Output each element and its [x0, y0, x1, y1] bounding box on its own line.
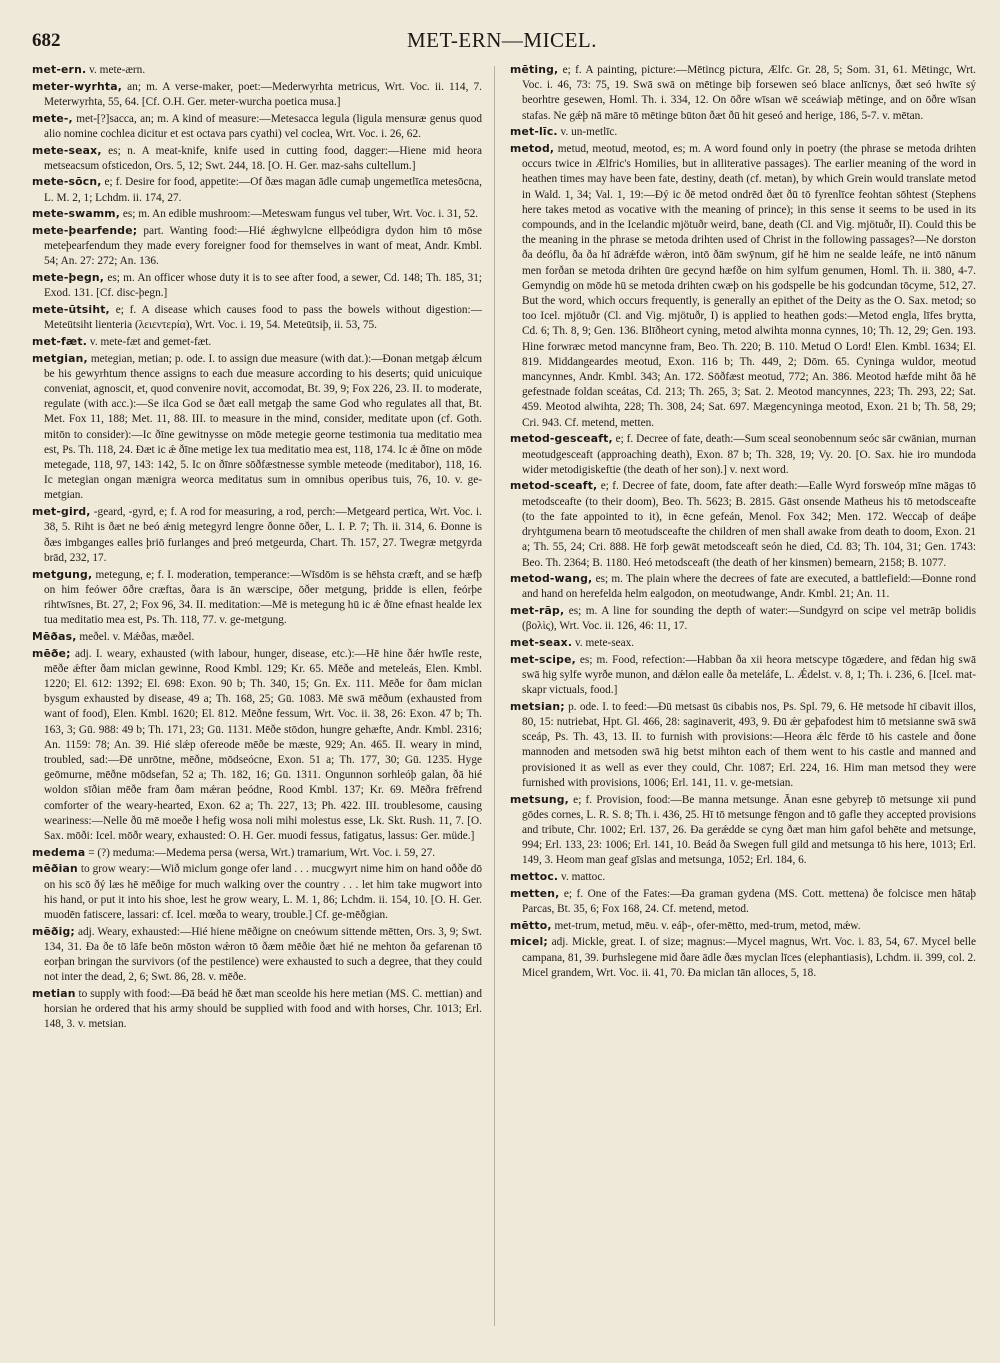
entry-headword: metgian, — [32, 351, 88, 365]
entry-definition: e; f. Decree of fate, death:—Sum sceal seonobennum seóc sār cwānian, murnan meotudgesceaft (approaching death), Exon. 87 b; Th. 328, 19; Vy. 20. [O. Sax. hie iro mundoda wider metodigiskeftie (the death of her son).] v. next word. — [522, 433, 976, 476]
entry-definition: v. mete-ærn. — [86, 64, 146, 76]
entry-definition: to supply with food:—Ðā beád hē ðæt man sceolde his here metian (MS. C. mettian) and horsian he ordered that his army should be supplied with food and with horses, Chr. 1013; Erl. 148, 3. v. metsian. — [44, 987, 482, 1031]
dictionary-entry — [32, 646, 482, 845]
dictionary-entry — [32, 111, 482, 142]
entry-headword: mete-seax, — [32, 143, 102, 157]
entry-headword: met-līc. — [510, 125, 558, 139]
entry-headword: metian — [32, 986, 76, 1000]
entry-headword: metgung, — [32, 567, 93, 581]
entry-definition: metegian, metian; p. ode. I. to assign due measure (with dat.):—Ðonan metgaþ ǽlcum be his gewyrhtum thence assigns to each due measure according to his deserts; quid unicuique conveniat, agnoscit, et, quod convenire novit, accomodat, Bt. 39, 9; Fox 226, 23. II. to moderate, regulate (with acc.):—Se ilca God se ðæt eall metgaþ the same God who regulates all that, Bt. Met. Fox 11, 188; Met. 11, 88. III. to measure in the mind, consider, meditate upon (cf. Goth. mitōn to consider):—Ic ðīne gewitnysse on mōde metegie georne testimonia tua meditatio mea est, Ps. Th. 118, 24. Ðæt ic ǽ ðīne metige lex tua meditatio mea est, 118, 174. Ic ǽ ðīne on mōde metegade, 118, 97, 143: 142, 5. Ic on ðīnre sōðfæstnesse symble meteode (meditabor), 118, 16. Ic metegian ongan mænigra weorca meditatus sum in omnibus operibus tuis, 76, 10. v. ge-metgian. — [44, 352, 482, 502]
entry-headword: met-fæt. — [32, 334, 88, 348]
entry-headword: mete-swamm, — [32, 207, 121, 221]
dictionary-entry — [32, 223, 482, 270]
dictionary-entry — [510, 603, 976, 634]
entry-headword: mete-þegn, — [32, 271, 105, 285]
entry-headword: Mēðas, — [32, 629, 77, 643]
dictionary-entry — [32, 302, 482, 333]
entry-definition: adj. I. weary, exhausted (with labour, hunger, disease, etc.):—Hē hine ðǽr hwīle reste, mēðe ǽfter ðam miclan gewinne, Rood Kmbl. 129; Kr. 65. Mēðe and meteleás, Elen. Kmbl. 1220; El. 612: 1392; El. 698: Exon. 90 b; Th. 340, 15; Gn. Ex. 111. Mēðe for ðam miclan bysgum exhausted by disease, 49 a; Th. 168, 25; Gū. 1083. Mē swā mēðum (exhausted from want of food), Elen. Kmbl. 1620; El. 812. Mēðne fessum, Wrt. Voc. ii. 38, 26: Exon. 47 b; Th. 163, 3; Gū. 988: 49 b; Th. 171, 23; Gū. 1131. Mēðe stōdon, hungre gehæfte, Andr. Kmbl. 2316; An. 1159: 78; An. 39. Hié slǽp ofereode mēðe be mæste, 929; An. 465. II. weary in mind, troubled, sad:—Ðē unrōtne, mēðne, mōdseócne, Exon. 51 a; Th. 177, 30; Gū. 1235. Hyge geōmurne, mēðne mōdsefan, 52 a; Th. 182, 16; Gū. 1311. Ongunnon sorhleóþ galan, ðā hié woldon sīðian mēðe fram ðam mǽran þeódne, Rood Kmbl. 137; Kr. 69. Mēðra frēfrend comforter of the weary-hearted, Exon. 62 a; Th. 227, 13; Ph. 422. III. troublesome, causing weariness:—Nelle ðū mē moeðe ł hefig wosa noli mihi molestus esse, Lk. Skt. Rush. 11, 7. [O. Sax. mōði: Icel. mōðr weary, exhausted: O. H. Ger. muodi fessus, fatigatus, lassus: Ger. müde.] — [44, 647, 482, 842]
dictionary-entry — [32, 206, 482, 222]
entry-definition: -geard, -gyrd, e; f. A rod for measuring, a rod, perch:—Metgeard pertica, Wrt. Voc. i. 38, 5. Riht is ðæt ne beó ǽnig metegyrd lengre ðonne ōðer, L. I. P. 7; Th. ii. 314, 6. Ðonne is ðæs imbganges ealles þriō furlanges and þreó metgeurda, Chart. Th. 157, 27. Twegræ metgyrda brād, 232, 17. — [44, 506, 482, 564]
entry-headword: metod-wang, — [510, 572, 593, 586]
entry-definition: v. mete-fæt and gemet-fæt. — [87, 335, 212, 348]
dictionary-entry — [510, 918, 976, 934]
entry-headword: metod-sceaft, — [510, 479, 598, 493]
dictionary-entry — [510, 699, 976, 791]
entry-definition: meðel. v. Mǽðas, mæðel. — [76, 630, 195, 643]
entry-definition: p. ode. I. to feed:—Ðū metsast ūs cibabis nos, Ps. Spl. 79, 6. Hē metsode hī cibavit illos, 80, 15: nutriebat, Hpt. Gl. 466, 28: saginaverit, 493, 9. Ðū ǽr geþafodest him tō metsianne swā swā sceáp, Ps. Th. 43, 13. II. to furnish with provisions:—Heora ǽlc fērde tō his castele and ðone mannoden and metsoden swā hig betst mihton each of them went to his castle and manned and provisioned it as well as ever they could, Chr. 1087; Erl. 224, 16. Him man metsod they were furnished with provisions, 1006; Erl. 141, 11. v. ge-metsian. — [522, 700, 976, 789]
entry-headword: metod-gesceaft, — [510, 432, 613, 446]
entry-headword: mete-ūtsiht, — [32, 303, 110, 317]
entry-definition: adj. Weary, exhausted:—Hié hiene mēðigne on cneówum sittende mētten, Ors. 3, 9; Swt. 134, 31. Ða ðe tō lāfe beōn mōston wǽron tō ðæm mēðie ðæt hié ne mehton ða gefarenan tō eorþan bringan the survivors (of the pestilence) were exhausted to such a degree, that they could not inter the dead, 2, 6; Swt. 86, 28. v. mēðe. — [44, 925, 482, 984]
entry-headword: metod, — [510, 142, 555, 156]
entry-definition: e; f. A disease which causes food to pass the bowels without digestion:—Meteūtsiht lienteria (λειεντερία), Wrt. Voc. i. 19, 54. Meteūtsiþ, ii. 53, 75. — [44, 304, 482, 332]
dictionary-entry — [32, 861, 482, 923]
entry-headword: metsung, — [510, 792, 569, 806]
entry-headword: met-scipe, — [510, 652, 576, 666]
page-header — [32, 24, 972, 58]
entry-definition: e; f. A painting, picture:—Mētincg pictura, Ælfc. Gr. 28, 5; Som. 31, 61. Mētingc, Wrt. Voc. i. 46, 73: 75, 19. Swā swā on mētinge biþ forsewen seó blace anlīcnys, ðæt seó hwīte sý beorhtre gesewen, Homl. Th. i. 334, 12. On ōðre wīsan wē sceáwiaþ mētinge, and on ōðre wīsan stafas. Ne gǽþ nā māre tō mētinge būton ðæt ðū hit geseó and herige, 186, 5-7. v. mētan. — [522, 64, 976, 122]
running-head: MET-ERN—MICEL. — [407, 28, 597, 52]
dictionary-entry — [510, 141, 976, 431]
entry-definition: v. mete-seax. — [572, 637, 635, 650]
dictionary-entry — [32, 174, 482, 205]
page-number: 682 — [32, 30, 61, 51]
entry-definition: e; f. Provision, food:—Be manna metsunge. Ānan esne gebyreþ tō metsunge xii pund gōdes cornes, L. R. S. 8; Th. i. 436, 25. Hī tō metsunge fēngon and tō gafle they accepted provisions and tribute, Chr. 1002; Erl. 137, 26. Ða gerǽdde se cyng ðæt man him gafol behēte and metsunge, 994; Erl. 133, 23: 1006; Erl. 141, 10. Beád ða Swegen full gild and metsunga tō his here, 1013; Erl. 149, 3. Heom man geaf gīslas and metsunga, 1052; Erl. 184, 6. — [522, 793, 976, 867]
entry-headword: micel; — [510, 935, 548, 949]
entry-definition: part. Wanting food:—Hié ǽghwylcne ellþeódigra dydon him tō mōse meteþearfendum they made every foreigner food for themselves in want of meat, Andr. Kmbl. 54; An. 27: 272; An. 136. — [44, 225, 482, 268]
entry-definition: adj. Mickle, great. I. of size; magnus:—Mycel magnus, Wrt. Voc. i. 83, 54, 67. Mycel belle campana, 81, 39. Þurhslegene mid ðare ādle ðæs myclan līces (elephantiasis), Lchdm. ii. 399, col. 2. Micel grandem, Wrt. Voc. ii. 41, 70. Ða miclan tān alloces, 5, 18. — [522, 936, 976, 979]
dictionary-entry — [510, 431, 976, 478]
dictionary-entry — [510, 886, 976, 917]
entry-definition: es; m. A line for sounding the depth of water:—Sundgyrd on scipe vel metrāp bolidis (βολὶς), Wrt. Voc. ii. 126, 46: 11, 17. — [522, 605, 976, 633]
column-divider — [494, 66, 495, 1326]
entry-definition: e; f. Decree of fate, doom, fate after death:—Ealle Wyrd forsweóp mīne māgas tō metodsceafte (to their doom), Beo. Th. 5623; B. 2815. Gāst onsende Matheus his tō metodsceafte (to the fate appointed to it), in ēcne gefeán, Menol. Fox 342; Men. 172. Weccaþ of deáþe dryhtgumena bearn tō meotudsceafte the children of men shall awake from death to doom, Exon. 21 a; Th. 55, 24; Cri. 888. Hē forþ gewāt metodsceaft seón he died, Cd. 83; Th. 104, 31; Gen. 1743: Beo. Th. 2364; B. 1180. Heó metodsceaft (the death of her kinsmen) bemearn, 2158; B. 1077. — [522, 480, 976, 569]
entry-definition: es; m. Food, refection:—Habban ða xii heora metscype tōgædere, and fēdan hig swā swā hig sylfe wyrðe munon, and dǽlon ealle ða meteláfe, L. Ǽdelst. v. 8, 1; Th. i. 236, 6. [Icel. mat-skapr victuals, food.] — [522, 653, 976, 697]
entry-definition: es; m. An officer whose duty it is to see after food, a sewer, Cd. 148; Th. 185, 31; Exod. 131. [Cf. disc-þegn.] — [44, 272, 482, 300]
dictionary-entry — [32, 79, 482, 110]
entry-definition: es; m. An edible mushroom:—Meteswam fungus vel tuber, Wrt. Voc. i. 31, 52. — [120, 208, 479, 221]
entry-headword: mete-sōcn, — [32, 175, 102, 189]
entry-headword: mēting, — [510, 63, 559, 76]
dictionary-entry — [510, 792, 976, 869]
entry-headword: meter-wyrhta, — [32, 79, 123, 93]
dictionary-entry — [32, 924, 482, 986]
dictionary-entry — [510, 124, 976, 140]
dictionary-entry — [32, 567, 482, 629]
entry-headword: metten, — [510, 886, 560, 900]
entry-headword: mēðian — [32, 862, 78, 876]
entry-definition: an; m. A verse-maker, poet:—Mederwyrhta metricus, Wrt. Voc. ii. 114, 7. Meterwyrhta, 55, 64. [Cf. O.H. Ger. meter-wurcha poetica musa.] — [44, 80, 482, 108]
dictionary-entry — [32, 351, 482, 504]
dictionary-entry — [510, 635, 976, 651]
entry-definition: met-trum, metud, mēu. v. eáþ-, ofer-mētto, med-trum, metod, mǽw. — [551, 919, 861, 932]
entry-headword: met-seax. — [510, 636, 573, 650]
entry-definition: metud, meotud, meotod, es; m. A word found only in poetry (the phrase se metoda drihten occurs twice in Ælfric's Homilies, but in alliterative passages). The earlier meaning of the word in heathen times may have been fate, destiny, death (cf. metan), by which Grein would translate metod in Wald. 1, 34; Val. 1, 19:—Ðý ic ðē metod ondrēd ðæt ðū tō fyrenlīce feohtan sōhtest (Stephens here takes metod as vocative with the meaning of prince); in this sense it seems to be used in its compounds, and in the Icelandic mjötuðr weird, bane, death (Cl. and Vig. mjötuðr, II). Could this be the meaning in the phrase se metoda drihten used of Christ in the following passages?—Ne dorston ða deóflu, ða ða hī ādrǽfde wǽron, intō ðām swȳnum, gif hē him ne sealde leáfe, ne intō nānum men forðan se metoda drihten ūre gecynd hæfðe on him sylfum genumen, Homl. Th. ii. 380, 4-7. Gemyndig on mōde hū se metoda drihten cwæþ on his godspelle be his godcundan tōcyme, 512, 27. But the word, which occurs frequently, is generally an epithet of the Deity as the O. Sax. metod; so too Icel. mjötuðr (Cl. and Vig. mjötuðr, I) is applied to heathen gods:—Metod engla, līfes brytta, Cd. 6; Th. 8, 9; Gen. 136. Blīðheort cyning, metod alwihta monna cynnes, 10; Th. 12, 29; Gen. 193. Hine forwræc metod mancynne fram, Beo. Th. 220; B. 110. Metud O Lord! Elen. Kmbl. 1634; El. 819. Middangeardes meotud, Exon. 116 b; Th. 449, 2; Dōm. 65. Cyninga wuldor, meotud mancynnes, Andr. Kmbl. 343; An. 172. Sōðfæst meotud, 772; An. 386. Meotod hæfde miht ðā hē gefestnade foldan sceátas, Cd. 213; Th. 265, 3; Sat. 2. Meotod mancynnes, 223; Th. 293, 22; Sat. 459. Meotod alwihta, 228; Th. 308, 24; Sat. 697. Mægencyninga meotod, Exon. 21 b; Th. 58, 29; Cri. 943. Cf. metend, metten. — [522, 143, 976, 429]
dictionary-entry — [32, 629, 482, 645]
entry-headword: mete-, — [32, 111, 73, 125]
left-column — [32, 62, 482, 1352]
entry-headword: mete-þearfende; — [32, 224, 138, 238]
entry-headword: mēðe; — [32, 646, 71, 660]
right-column — [510, 62, 976, 1352]
entry-headword: met-ern. — [32, 63, 87, 76]
entry-definition: = (?) meduma:—Medema persa (wersa, Wrt.) tramarium, Wrt. Voc. i. 59, 27. — [85, 846, 436, 859]
entry-headword: metsian; — [510, 699, 565, 713]
entry-headword: medema — [32, 845, 86, 859]
entry-definition: metegung, e; f. I. moderation, temperance:—Wīsdōm is se hēhsta cræft, and se hæfþ on him feówer ōðre cræftas, ðara is ān wærscipe, ōðer metgung, þridde is ellen, feórþe rihtwīsnes, Bt. 27, 2; Fox 96, 34. II. meditation:—Mē is metegung hū ic ǽ ðīne efnast healde lex tua meditatio mea est, Ps. Th. 118, 77. v. ge-metgung. — [44, 568, 482, 627]
entry-headword: mētto, — [510, 918, 552, 932]
entry-definition: v. mattoc. — [558, 871, 606, 884]
entry-definition: e; f. Desire for food, appetite:—Of ðæs magan ādle cumaþ ungemetlīca metesōcna, L. M. 2, 1; Lchdm. ii. 174, 27. — [44, 176, 482, 204]
dictionary-entry — [32, 845, 482, 861]
entry-definition: to grow weary:—Wið miclum gonge ofer land . . . mucgwyrt nime him on hand oððe dō on his scō ðý læs hē mēðige for much walking over the country . . . let him take mugwort into his hand, or put it into his shoe, lest he grow weary, L. M. 1, 86; Lchdm. ii. 154, 10. [O. H. Ger. muodēn fatiscere, lassari: cf. Icel. mœða to weary, trouble.] Cf. ge-mēðgian. — [44, 863, 482, 921]
entry-headword: met-gird, — [32, 505, 91, 519]
entry-definition: es; n. A meat-knife, knife used in cutting food, dagger:—Hiene mid heora metseacsum ofsticedon, Ors. 5, 12; Swt. 244, 18. [O. H. Ger. maz-sahs cultellum.] — [44, 144, 482, 172]
entry-headword: met-rāp, — [510, 604, 565, 618]
entry-definition: v. un-metlīc. — [557, 126, 618, 139]
entry-headword: mēðig; — [32, 924, 75, 938]
dictionary-entry — [510, 652, 976, 699]
dictionary-entry — [510, 934, 976, 981]
dictionary-entry — [32, 986, 482, 1033]
dictionary-entry — [32, 143, 482, 174]
dictionary-entry — [510, 869, 976, 885]
dictionary-entry — [510, 571, 976, 602]
entry-definition: es; m. The plain where the decrees of fate are executed, a battlefield:—Ðonne rond and hand on herefelda helm ealgodon, on meotudwange, Andr. Kmbl. 21; An. 11. — [522, 573, 976, 601]
dictionary-entry — [32, 62, 482, 78]
dictionary-entry — [32, 504, 482, 566]
dictionary-entry — [510, 478, 976, 570]
entry-definition: e; f. One of the Fates:—Ða graman gydena (MS. Cott. mettena) ðe folcisce men hātaþ Parcas, Bt. 35, 6; Fox 168, 24. Cf. metend, metod. — [522, 887, 976, 915]
entry-definition: met-[?]sacca, an; m. A kind of measure:—Metesacca legula (ligula mensuræ genus quod alio nomine cochlea dicitur et est octava pars cyathi) vel coclea, Wrt. Voc. i. 26, 62. — [44, 112, 482, 140]
dictionary-entry — [32, 334, 482, 350]
dictionary-entry — [32, 270, 482, 301]
entry-headword: mettoc. — [510, 870, 559, 884]
dictionary-entry — [510, 62, 976, 124]
